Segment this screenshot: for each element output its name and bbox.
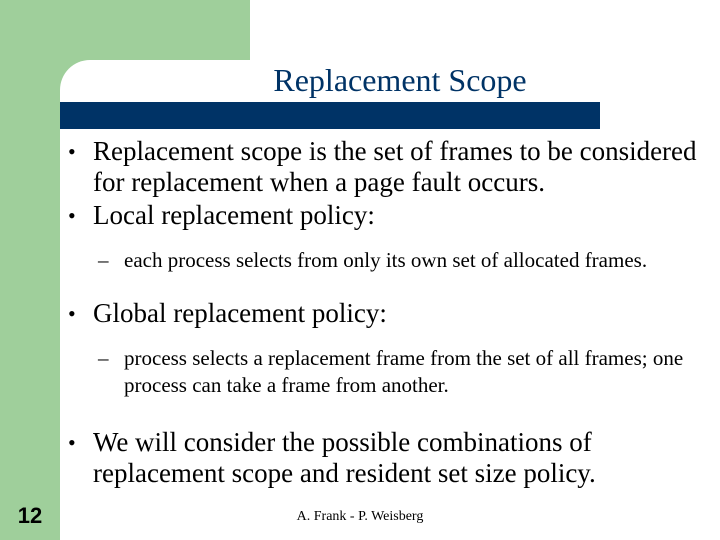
slide-body [62, 136, 712, 491]
bullet-marker: • [68, 203, 76, 228]
bullet-item [62, 298, 712, 329]
footer-authors: A. Frank - P. Weisberg [296, 509, 424, 524]
bullet-item [62, 200, 712, 231]
bullet-text: Local replacement policy: [93, 200, 375, 230]
bullet-marker: • [68, 139, 76, 164]
sub-bullet-item [62, 345, 712, 399]
bullet-item [62, 427, 712, 489]
slide-number: 12 [17, 503, 43, 528]
bullet-marker: • [68, 430, 76, 455]
sub-bullet-text: each process selects from only its own set of allocated frames. [124, 248, 648, 272]
sub-bullet-item [62, 247, 712, 274]
bullet-text: We will consider the possible combinations of replacement scope and resident set size policy. [93, 427, 596, 488]
slide-title: Replacement Scope [273, 62, 527, 98]
bullet-text: Replacement scope is the set of frames to be considered for replacement when a page fault occurs. [93, 136, 697, 197]
sub-bullet-marker: – [98, 248, 109, 272]
sub-bullet-marker: – [98, 346, 109, 370]
title-underline-bar [60, 102, 600, 129]
bullet-text: Global replacement policy: [93, 298, 387, 328]
sub-bullet-text: process selects a replacement frame from the set of all frames; one process can take a frame from another. [124, 346, 684, 397]
bullet-marker: • [68, 301, 76, 326]
bullet-item [62, 136, 712, 198]
